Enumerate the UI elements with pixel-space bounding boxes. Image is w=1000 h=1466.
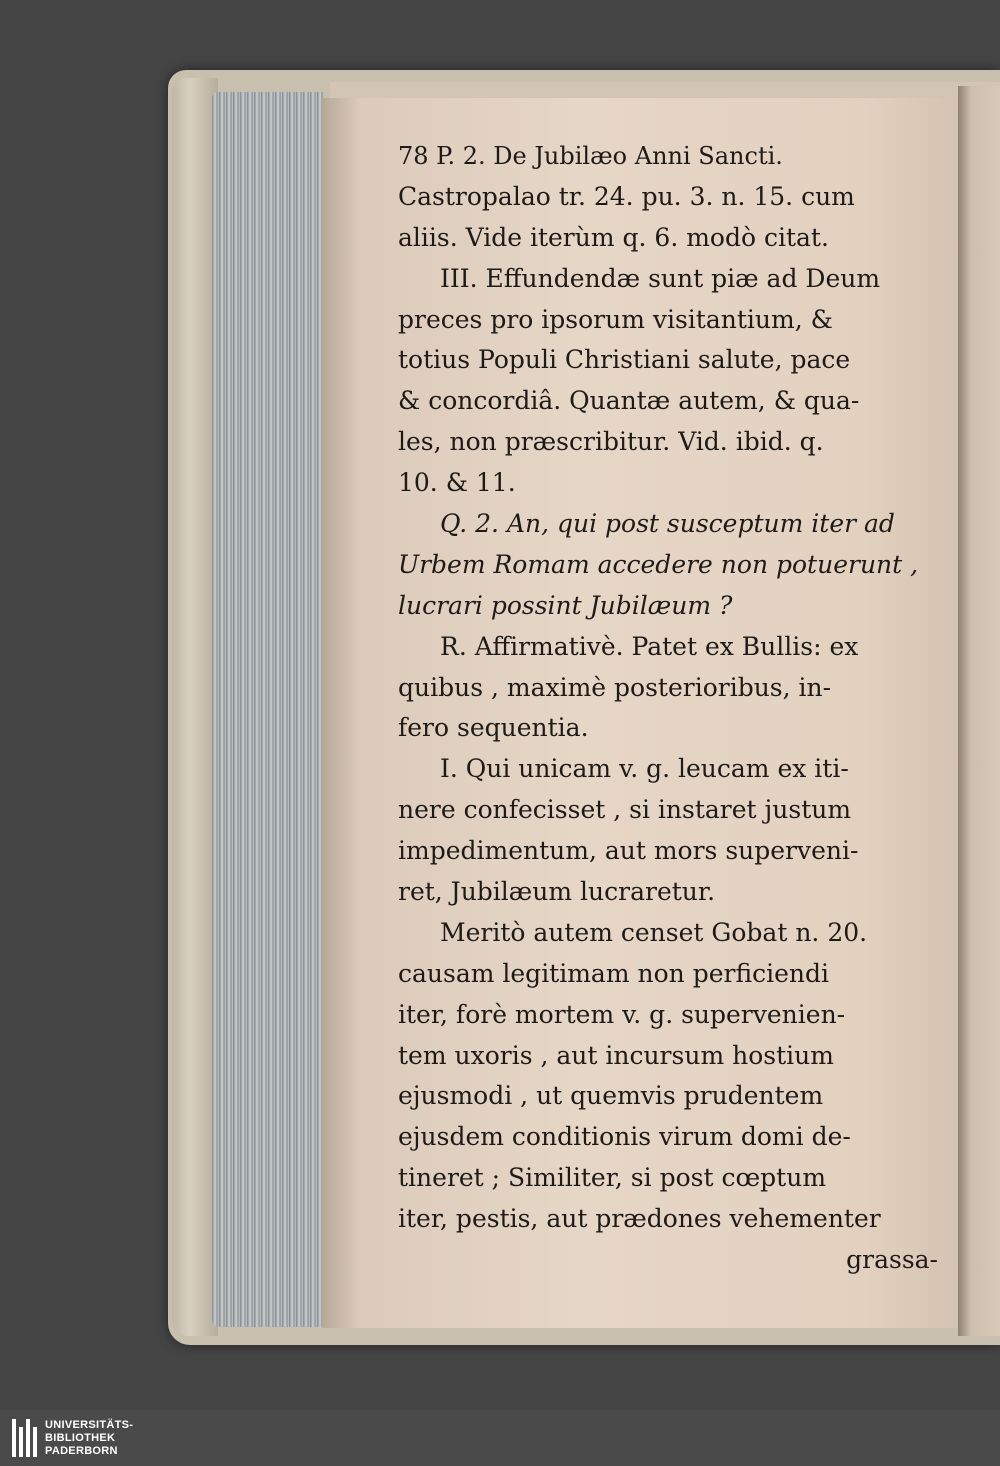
text-line: iter, forè mortem v. g. supervenien- xyxy=(398,999,846,1029)
text-line: III. Effundendæ sunt piæ ad Deum xyxy=(440,263,881,293)
text-line: aliis. Vide iterùm q. 6. modò citat. xyxy=(398,222,829,252)
text-line: quibus , maximè posterioribus, in- xyxy=(398,672,832,702)
text-line: preces pro ipsorum visitantium, & xyxy=(398,304,833,334)
text-line: fero sequentia. xyxy=(398,713,589,743)
logo-line: PADERBORN xyxy=(45,1444,118,1457)
text-line: & concordiâ. Quantæ autem, & qua- xyxy=(398,386,860,416)
text-line: I. Qui unicam v. g. leucam ex iti- xyxy=(440,754,849,784)
text-line: causam legitimam non perficiendi xyxy=(398,958,830,988)
next-page-edge xyxy=(958,86,1000,1336)
catchword: grassa- xyxy=(846,1245,938,1275)
question-line: Q. 2. An, qui post susceptum iter ad xyxy=(440,509,895,539)
page-block-edge xyxy=(212,92,324,1327)
text-line: 10. & 11. xyxy=(398,468,516,498)
text-line: iter, pestis, aut prædones vehementer xyxy=(398,1204,881,1234)
logo-line: UNIVERSITÄTS- xyxy=(45,1418,134,1431)
text-line: ejusmodi , ut quemvis prudentem xyxy=(398,1081,824,1111)
text-line: ret, Jubilæum lucraretur. xyxy=(398,877,716,907)
text-line: R. Affirmativè. Patet ex Bullis: ex xyxy=(440,631,859,661)
page-text xyxy=(398,136,946,1281)
text-line: nere confecisset , si instaret justum xyxy=(398,795,852,825)
library-logo xyxy=(12,1416,133,1460)
text-line: tem uxoris , aut incursum hostium xyxy=(398,1040,834,1070)
text-line: tineret ; Similiter, si post cœptum xyxy=(398,1163,827,1193)
text-line: ejusdem conditionis virum domi de- xyxy=(398,1122,851,1152)
text-line: totius Populi Christiani salute, pace xyxy=(398,345,851,375)
question-line: lucrari possint Jubilæum ? xyxy=(398,590,733,620)
text-line: Meritò autem censet Gobat n. 20. xyxy=(440,917,868,947)
text-line: impedimentum, aut mors superveni- xyxy=(398,836,859,866)
text-line: Castropalao tr. 24. pu. 3. n. 15. cum xyxy=(398,181,855,211)
library-logo-mark xyxy=(12,1419,37,1457)
question-line: Urbem Romam accedere non potuerunt , xyxy=(398,549,919,579)
library-logo-text xyxy=(45,1419,133,1458)
running-head: 78 P. 2. De Jubilæo Anni Sancti. xyxy=(398,142,783,170)
logo-line: BIBLIOTHEK xyxy=(45,1431,116,1444)
text-line: les, non præscribitur. Vid. ibid. q. xyxy=(398,427,824,457)
